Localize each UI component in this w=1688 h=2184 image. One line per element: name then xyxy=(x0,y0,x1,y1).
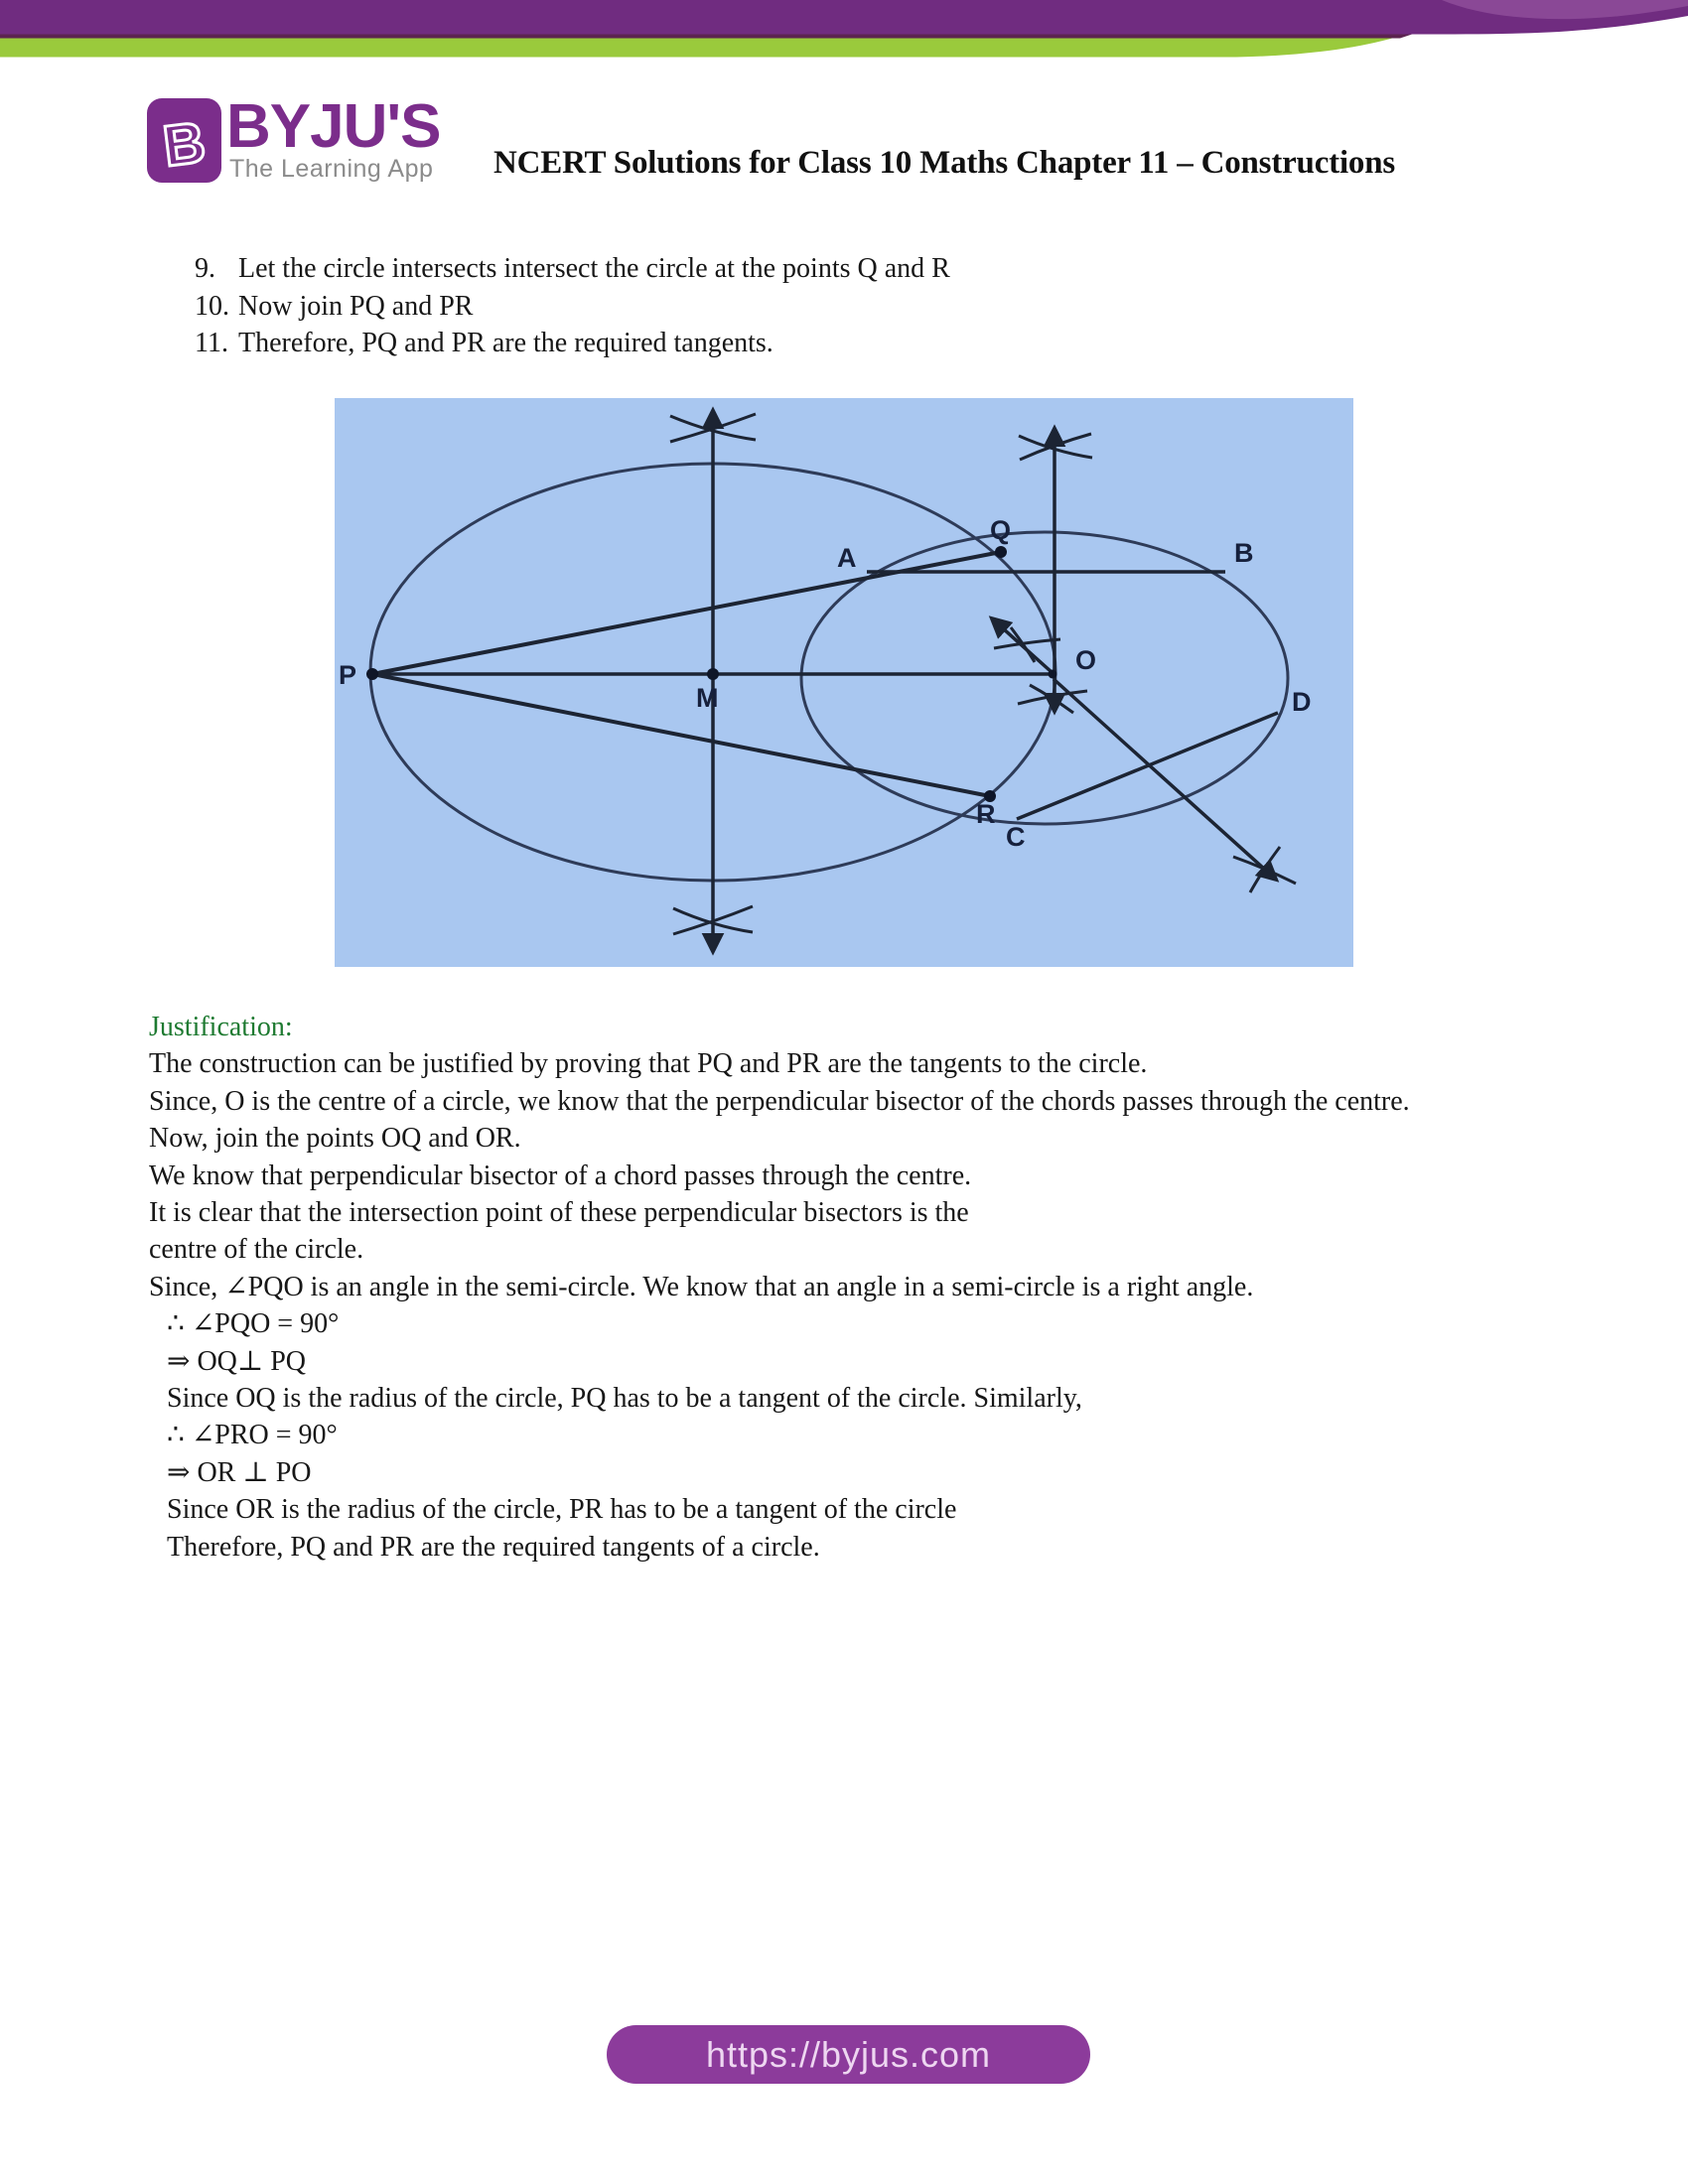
header-wave xyxy=(0,0,1688,94)
justification-line: Therefore, PQ and PR are the required tangents of a circle. xyxy=(167,1531,820,1563)
step-number: 9. xyxy=(195,253,215,284)
page-title: NCERT Solutions for Class 10 Maths Chapter 11 – Constructions xyxy=(493,145,1396,181)
label-D: D xyxy=(1292,687,1312,717)
point-M xyxy=(707,668,719,680)
justification-line: The construction can be justified by proving that PQ and PR are the tangents to the circle. xyxy=(149,1048,1148,1080)
byjus-wordmark: BYJU'S xyxy=(226,92,441,161)
justification-line: ∴ ∠PRO = 90° xyxy=(167,1420,338,1451)
justification-line: ∴ ∠PQO = 90° xyxy=(167,1308,340,1340)
step-text: Let the circle intersects intersect the circle at the points Q and R xyxy=(238,253,950,284)
step-number: 11. xyxy=(195,328,228,358)
label-M: M xyxy=(696,683,719,713)
justification-line: Since, ∠PQO is an angle in the semi-circle. We know that an angle in a semi-circle is a right angle. xyxy=(149,1271,1254,1302)
justification-line: It is clear that the intersection point of these perpendicular bisectors is the xyxy=(149,1197,969,1229)
justification-line: We know that perpendicular bisector of a chord passes through the centre. xyxy=(149,1160,972,1191)
label-O: O xyxy=(1075,645,1097,675)
step-row-9 xyxy=(195,250,950,288)
step-number: 10. xyxy=(195,290,229,322)
byjus-logo-mark xyxy=(147,98,221,183)
justification-line: centre of the circle. xyxy=(149,1234,364,1266)
svg-text:B: B xyxy=(159,109,210,180)
byjus-b-icon xyxy=(147,98,221,183)
justification-section xyxy=(149,1009,1410,1566)
justification-line: Since OQ is the radius of the circle, PQ has to be a tangent of the circle. Similarly, xyxy=(167,1383,1082,1415)
point-O xyxy=(1049,670,1057,679)
label-C: C xyxy=(1006,822,1026,852)
label-Q: Q xyxy=(990,515,1012,545)
justification-heading: Justification: xyxy=(149,1012,293,1042)
point-P xyxy=(366,668,378,680)
header-maroon-strip xyxy=(0,35,1412,39)
label-B: B xyxy=(1234,538,1254,568)
justification-line: ⇒ OQ⊥ PQ xyxy=(167,1345,307,1377)
label-A: A xyxy=(837,543,857,573)
label-P: P xyxy=(339,660,357,690)
header-purple-band xyxy=(0,0,1688,35)
label-R: R xyxy=(976,799,996,829)
justification-line: Since OR is the radius of the circle, PR has to be a tangent of the circle xyxy=(167,1494,957,1526)
justification-line: Now, join the points OQ and OR. xyxy=(149,1123,521,1155)
justification-line: Since, O is the centre of a circle, we know that the perpendicular bisector of the chords passes through the centre. xyxy=(149,1085,1410,1117)
step-row-11 xyxy=(195,325,950,362)
step-text: Therefore, PQ and PR are the required tangents. xyxy=(238,328,774,358)
justification-line: ⇒ OR ⊥ PO xyxy=(167,1456,312,1488)
byjus-url-pill[interactable] xyxy=(607,2025,1090,2084)
step-text: Now join PQ and PR xyxy=(238,290,474,322)
byjus-url-text: https://byjus.com xyxy=(705,2033,992,2075)
header-green-band xyxy=(0,39,1392,58)
construction-diagram xyxy=(335,398,1353,967)
byjus-tagline: The Learning App xyxy=(229,155,434,183)
diagram-background xyxy=(335,398,1353,967)
byjus-logo xyxy=(147,94,465,189)
step-row-10 xyxy=(195,288,950,326)
steps-list xyxy=(195,250,950,362)
point-Q xyxy=(995,546,1007,558)
